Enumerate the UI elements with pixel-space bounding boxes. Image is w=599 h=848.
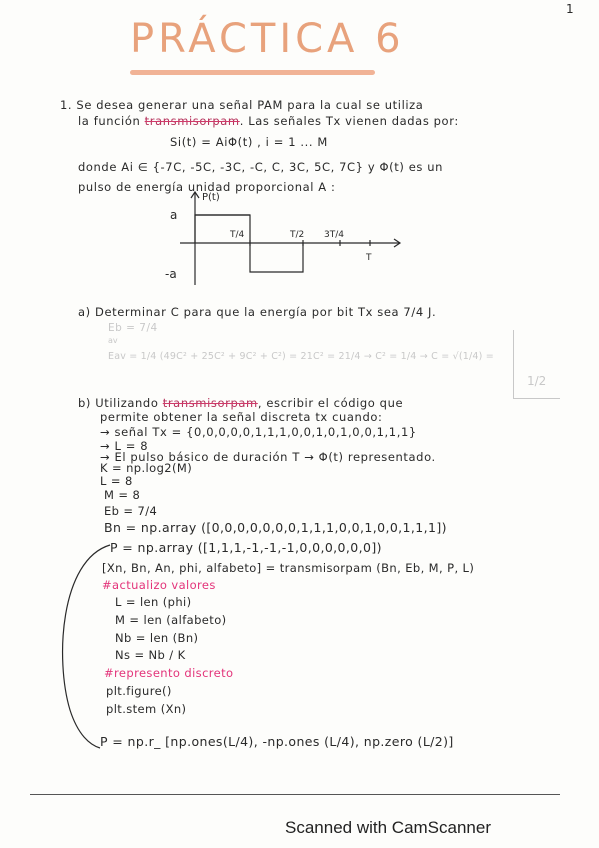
x-tick-label-T2: T/2	[290, 230, 305, 240]
problem-line-1: 1. Se desea generar una señal PAM para la cual se utiliza	[60, 98, 424, 112]
part-a-eav-derivation: Eav = 1/4 (49C² + 25C² + 9C² + C²) = 21C² = 21/4 → C² = 1/4 → C = √(1/4) =	[108, 351, 494, 362]
pulse-plot	[160, 190, 410, 290]
problem-line-2	[78, 114, 459, 128]
bullet-signal: → señal Tx = {0,0,0,0,0,1,1,1,0,0,1,0,1,0,0,1,1,1}	[100, 425, 417, 439]
y-bottom-label: -a	[165, 267, 177, 281]
part-b-line-2: permite obtener la señal discreta tx cuando:	[100, 410, 383, 424]
code-line-bn: Bn = np.array ([0,0,0,0,0,0,0,1,1,1,0,0,1,0,0,1,1,1])	[104, 520, 447, 535]
part-a-eb-subscript: av	[108, 336, 118, 345]
code-line-len-bn: Nb = len (Bn)	[115, 631, 199, 645]
function-name-transmisorpam: transmisorpam	[144, 114, 240, 128]
problem-line-4: donde Ai ∈ {-7C, -5C, -3C, -C, C, 3C, 5C, 7C} y Φ(t) es un	[78, 160, 443, 174]
part-b-suffix: , escribir el código que	[257, 396, 404, 410]
bullet-l: → L = 8	[100, 439, 149, 453]
code-line-len-alfabeto: M = len (alfabeto)	[115, 613, 227, 627]
code-line-l: L = 8	[100, 474, 133, 488]
code-line-eb: Eb = 7/4	[104, 504, 158, 518]
code-line-k: K = np.log2(M)	[100, 461, 193, 475]
code-line-plt-stem: plt.stem (Xn)	[106, 702, 187, 716]
footer-divider	[30, 794, 560, 795]
x-tick-label-T4: T/4	[230, 230, 245, 240]
code-line-m: M = 8	[104, 488, 141, 502]
code-line-transmisorpam-call: [Xn, Bn, An, phi, alfabeto] = transmisorpam (Bn, Eb, M, P, L)	[102, 561, 475, 575]
bracket-curve	[50, 540, 120, 755]
problem-line-5: pulso de energía unidad proporcional A :	[78, 180, 336, 194]
signal-formula: Si(t) = AiΦ(t) , i = 1 ... M	[170, 135, 328, 149]
title-underline	[130, 70, 375, 75]
code-line-plt-figure: plt.figure()	[106, 684, 172, 698]
bullet-pulse: → El pulso básico de duración T → Φ(t) representado.	[100, 450, 436, 464]
page-number: 1	[566, 2, 574, 16]
part-a-question: a) Determinar C para que la energía por bit Tx sea 7/4 J.	[78, 305, 437, 319]
code-line-ns: Ns = Nb / K	[115, 648, 186, 662]
code-line-p-final: P = np.r_ [np.ones(L/4), -np.ones (L/4), np.zero (L/2)]	[100, 734, 454, 749]
code-line-len-phi: L = len (phi)	[115, 595, 192, 609]
comment-actualizo-valores: #actualizo valores	[102, 578, 216, 592]
page-title: PRÁCTICA 6	[130, 16, 405, 62]
part-b-function-name: transmisorpam	[162, 396, 258, 410]
answer-box	[513, 330, 560, 399]
x-tick-label-3T4: 3T/4	[324, 230, 344, 240]
part-a-eb: Eb = 7/4	[108, 322, 158, 334]
code-line-p: P = np.array ([1,1,1,-1,-1,-1,0,0,0,0,0,0])	[110, 540, 382, 555]
scanner-watermark: Scanned with CamScanner	[285, 818, 492, 837]
problem-line-2-suffix: . Las señales Tx vienen dadas por:	[239, 114, 459, 128]
y-top-label: a	[170, 208, 178, 222]
x-tick-label-T: T	[366, 253, 372, 263]
problem-line-2-prefix: la función	[78, 114, 141, 128]
part-b-line-1	[78, 396, 403, 410]
part-b-prefix: b) Utilizando	[78, 396, 159, 410]
y-axis-label: P(t)	[202, 192, 220, 203]
part-a-answer: 1/2	[527, 374, 547, 388]
comment-represento-discreto: #represento discreto	[104, 666, 234, 680]
